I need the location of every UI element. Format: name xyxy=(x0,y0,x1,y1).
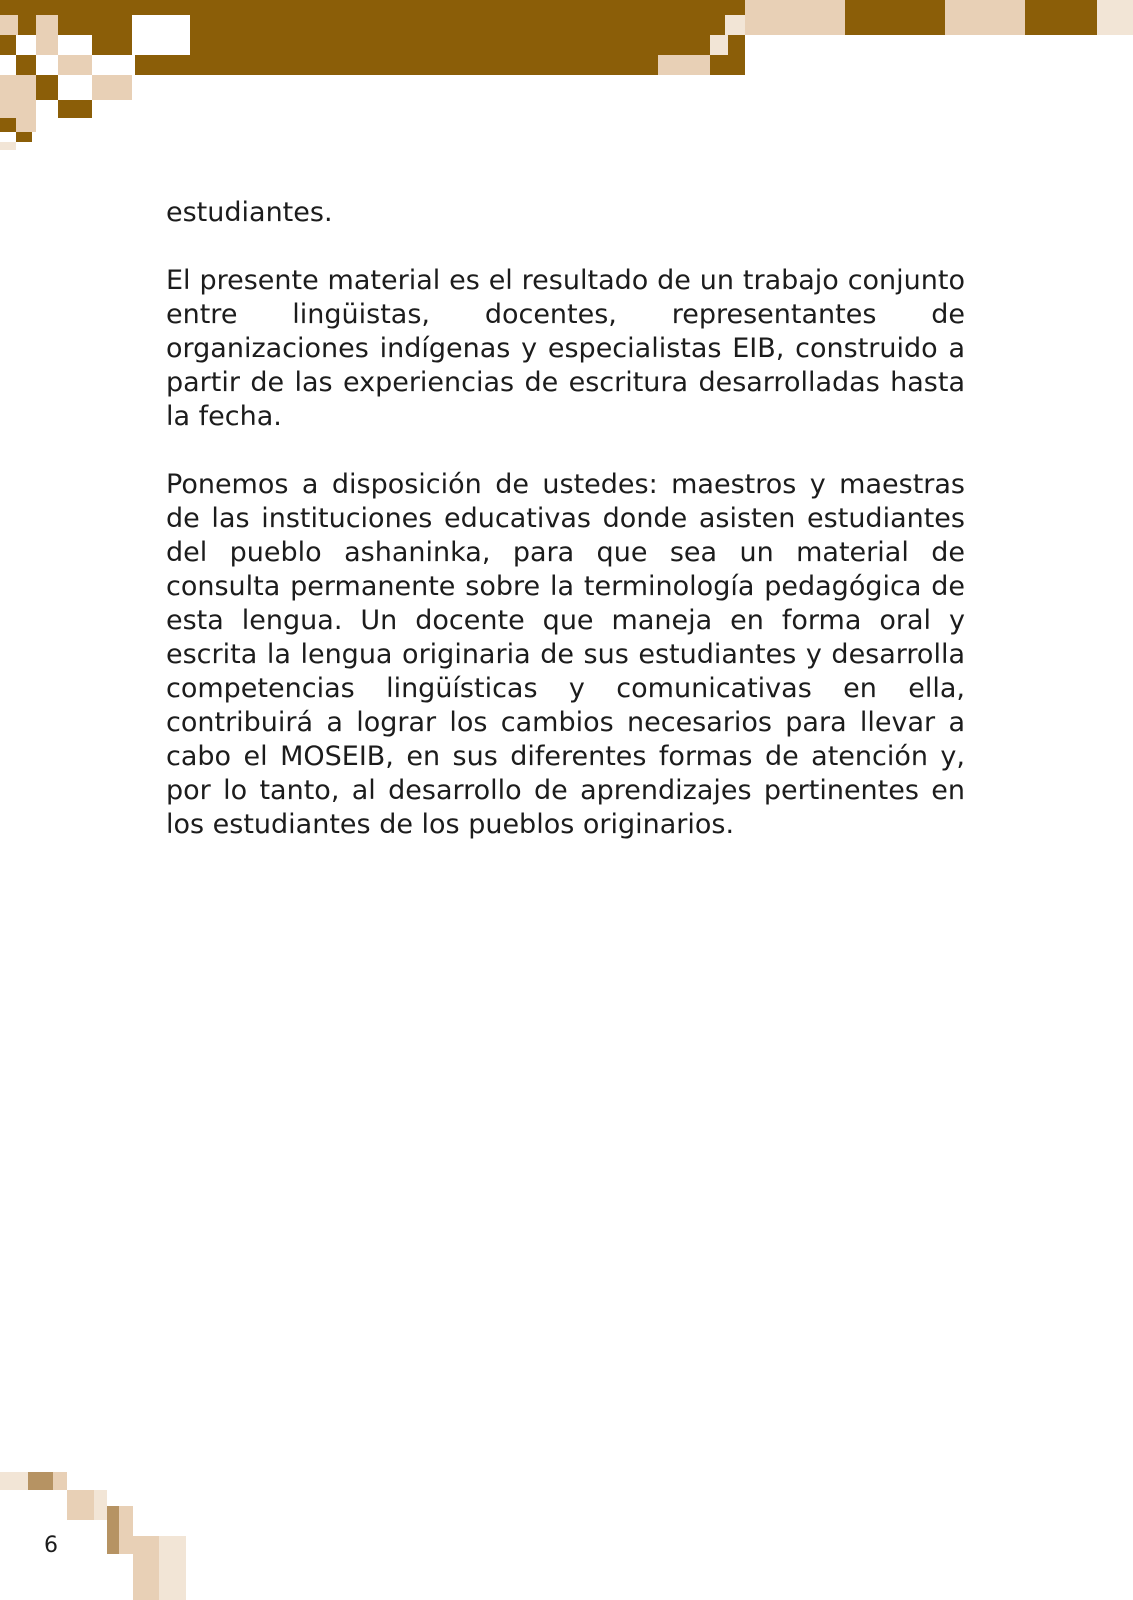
page-number: 6 xyxy=(44,1533,58,1558)
body-text xyxy=(166,196,965,876)
paragraph-purpose: Ponemos a disposición de ustedes: maestros y maestras de las instituciones educativas donde asisten estudiantes del pueblo ashaninka, para que sea un material de consulta permanente sobre la terminología pedagógica de esta lengua. Un docente que maneja en forma oral y escrita la lengua originaria de sus estudiantes y desarrolla competencias lingüísticas y comunicativas en ella, contribuirá a lograr los cambios necesarios para llevar a cabo el MOSEIB, en sus diferentes formas de atención y, por lo tanto, al desarrollo de aprendizajes pertinentes en los estudiantes de los pueblos originarios. xyxy=(166,469,965,840)
paragraph-material-origin: El presente material es el resultado de un trabajo conjunto entre lingüistas, docentes, representantes de organizaciones indígenas y especialistas EIB, construido a partir de las experiencias de escritura desarrolladas hasta la fecha. xyxy=(166,265,965,432)
paragraph-continuation: estudiantes. xyxy=(166,197,333,228)
